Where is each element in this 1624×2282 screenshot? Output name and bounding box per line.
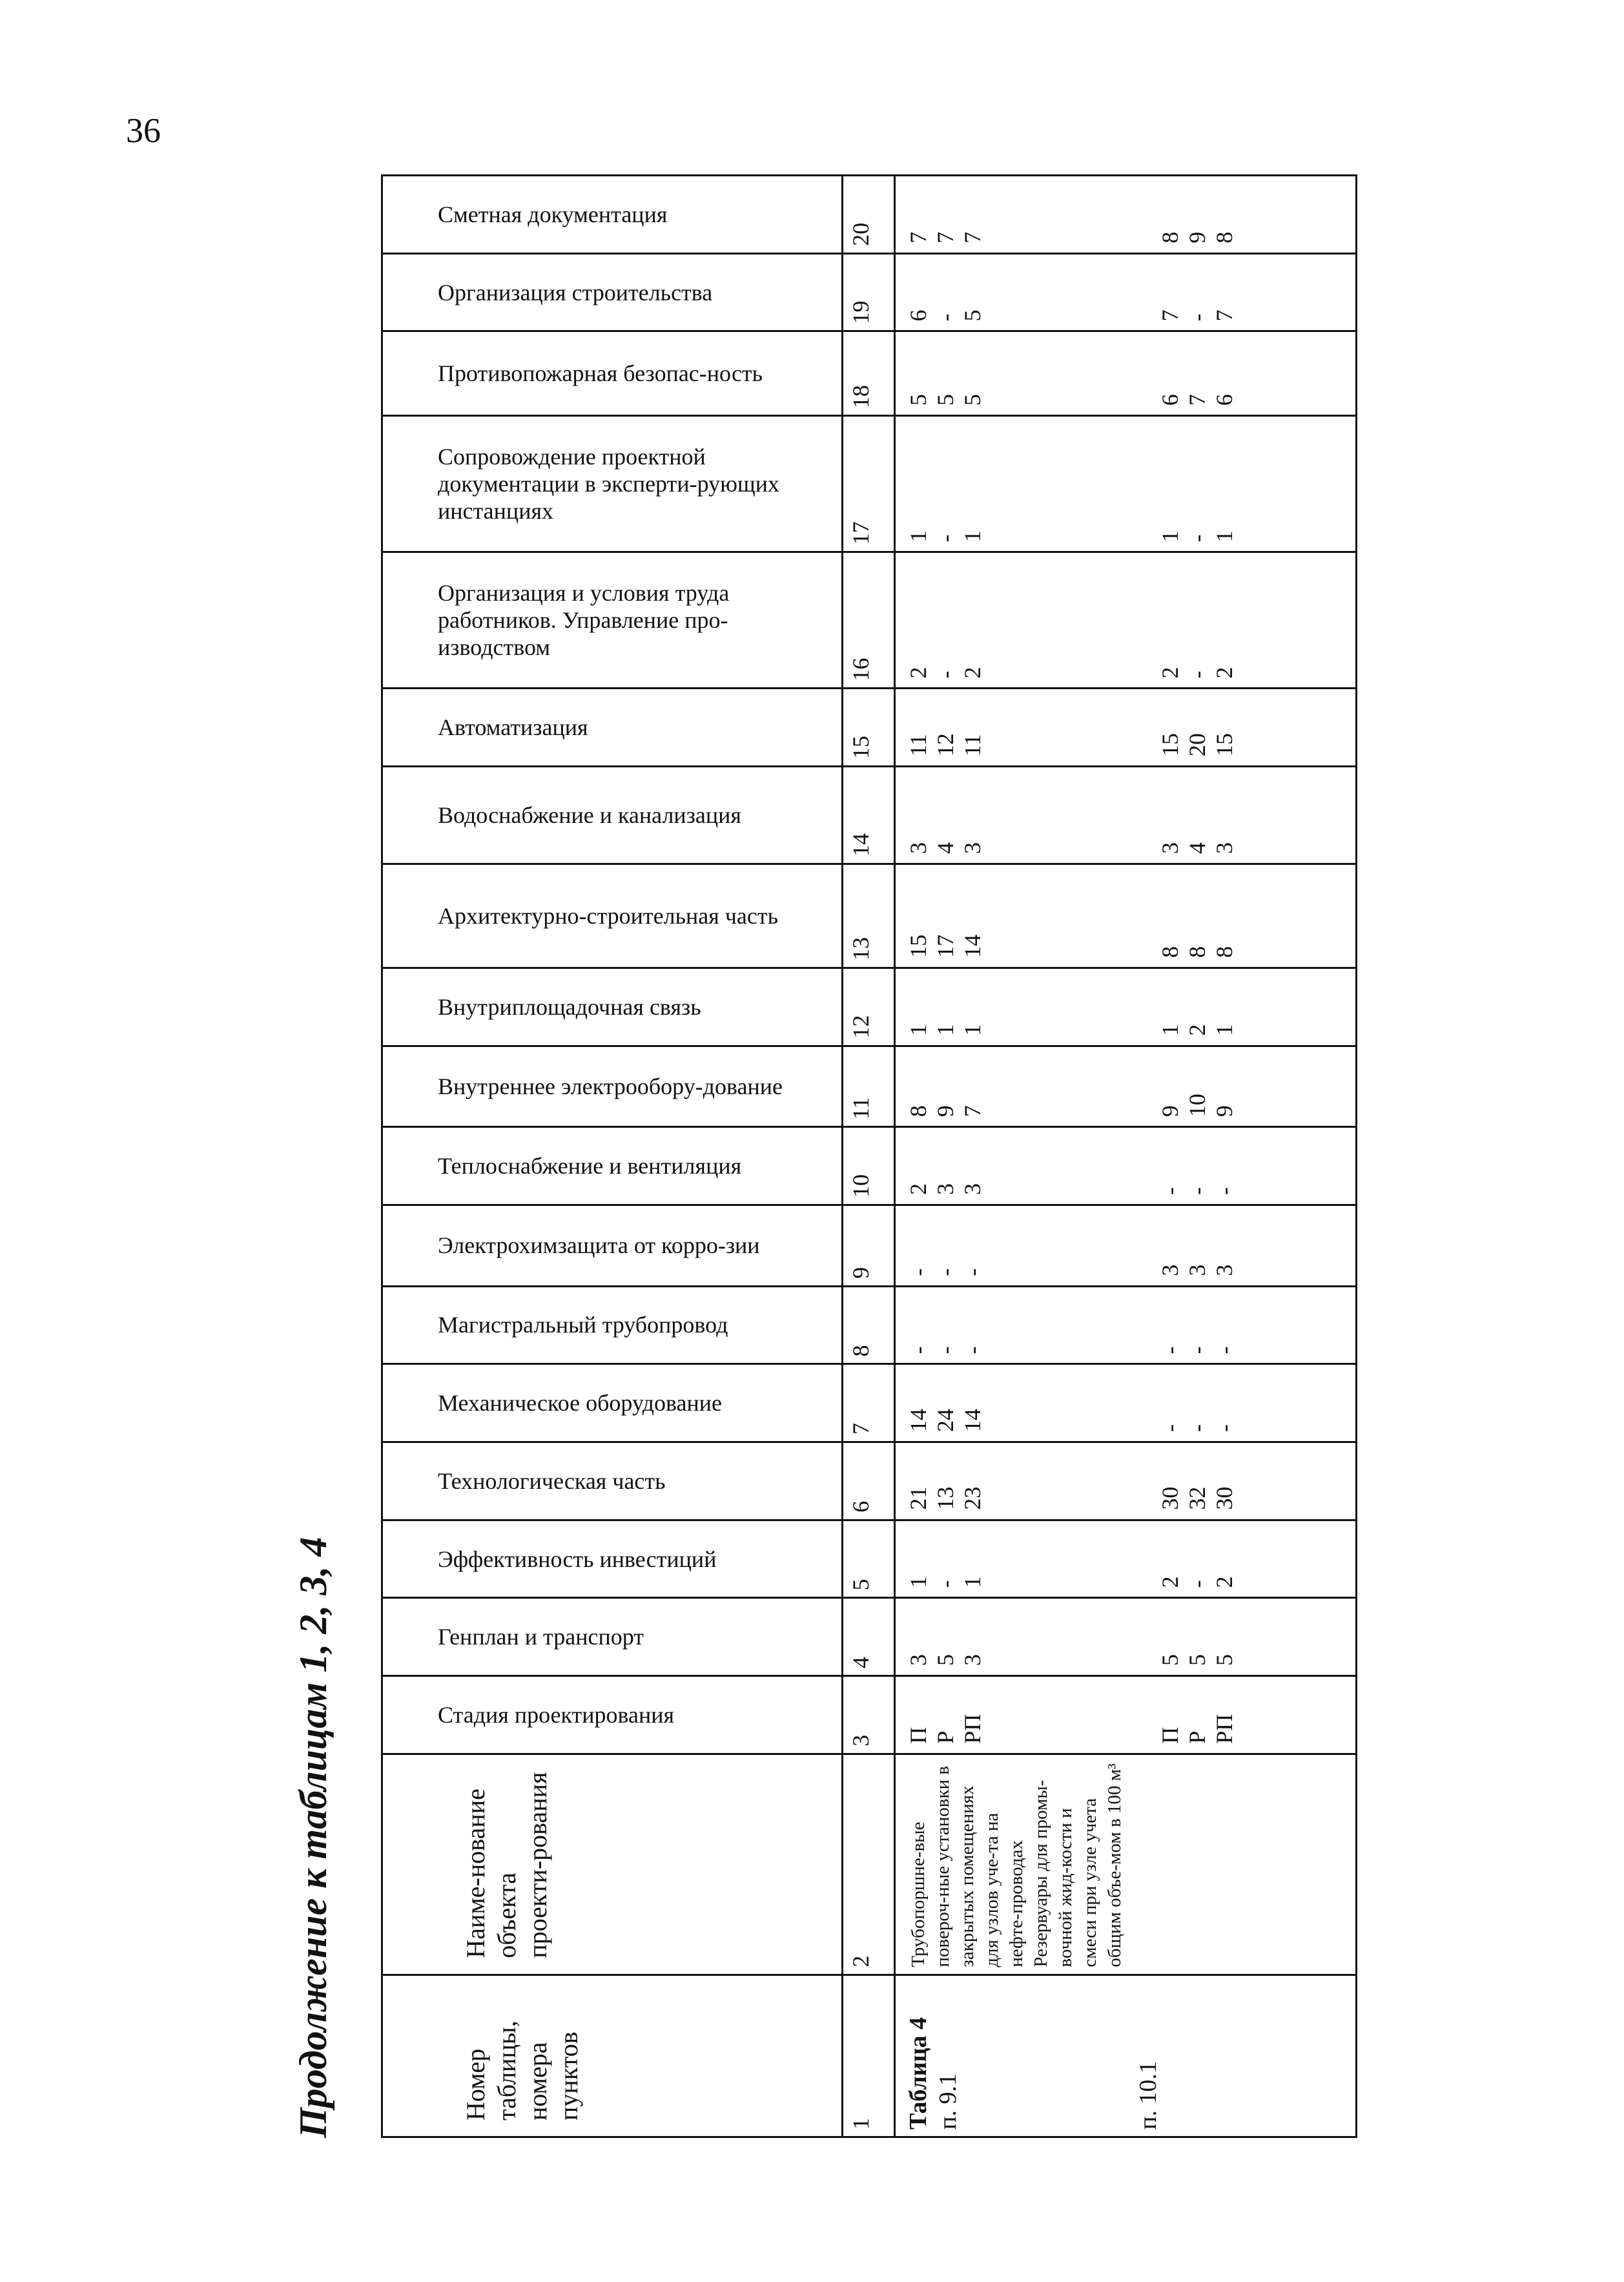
- column-number: 19: [843, 253, 895, 331]
- value-cell: [895, 864, 1357, 968]
- value-10-1: 8 9 8: [1157, 231, 1237, 244]
- column-number: 1: [843, 1975, 895, 2137]
- value-10-1: 3 4 3: [1157, 842, 1237, 855]
- header-cell: [382, 1286, 843, 1364]
- column-number: 18: [843, 331, 895, 416]
- value-9-1: 6 - 5: [905, 309, 985, 322]
- column-number: 20: [843, 176, 895, 254]
- value-10-1: 1 2 1: [1157, 1024, 1237, 1036]
- header-label: Архитектурно-строительная часть: [438, 902, 779, 929]
- value-10-1: 8 8 8: [1157, 946, 1237, 958]
- rotated-table-block: [284, 174, 1317, 2138]
- value-9-1: 7 7 7: [905, 231, 985, 244]
- header-cell: [382, 253, 843, 331]
- value-10-1: - - -: [1157, 1346, 1237, 1354]
- value-10-1: 30 32 30: [1157, 1486, 1237, 1510]
- value-10-1: 9 10 9: [1157, 1094, 1237, 1117]
- column-number: 17: [843, 416, 895, 552]
- value-9-1: 14 24 14: [905, 1409, 985, 1432]
- value-10-1: - - -: [1157, 1187, 1237, 1195]
- header-cell: [382, 1442, 843, 1520]
- column-number: 5: [843, 1520, 895, 1598]
- column-number: 13: [843, 864, 895, 968]
- value-9-1: 2 - 2: [905, 667, 985, 679]
- header-cell: [382, 1046, 843, 1127]
- column-number: 4: [843, 1598, 895, 1676]
- header-label: Организация строительства: [438, 279, 713, 306]
- table-caption: Продолжение к таблицам 1, 2, 3, 4: [292, 1537, 334, 2138]
- value-9-1: 2 3 3: [905, 1183, 985, 1195]
- column-number: 2: [843, 1754, 895, 1975]
- value-9-1: 3 4 3: [905, 842, 985, 855]
- requirements-table: [381, 174, 1357, 2138]
- header-cell: [382, 767, 843, 864]
- column-number: 16: [843, 552, 895, 689]
- header-cell: [382, 552, 843, 689]
- header-cell: Наиме-нование объекта проекти-рования: [382, 1754, 843, 1975]
- header-label: Теплоснабжение и вентиляция: [438, 1153, 742, 1179]
- header-cell: [382, 1127, 843, 1205]
- value-cell: [895, 1205, 1357, 1286]
- value-10-1: 5 5 5: [1157, 1654, 1237, 1666]
- column-number: 11: [843, 1046, 895, 1127]
- value-9-1: 15 17 14: [905, 934, 985, 958]
- column-number: 14: [843, 767, 895, 864]
- header-cell: [382, 864, 843, 968]
- table-body-row: [895, 176, 1357, 2137]
- value-10-1: 6 7 6: [1157, 394, 1237, 406]
- value-cell: [895, 1046, 1357, 1127]
- header-label: Механическое оборудование: [438, 1390, 723, 1416]
- header-cell: [382, 176, 843, 254]
- header-cell: [382, 1520, 843, 1598]
- header-label: Электрохимзащита от корро-зии: [438, 1232, 760, 1259]
- header-label: Внутриплощадочная связь: [438, 993, 701, 1020]
- value-cell: [895, 1676, 1357, 1754]
- header-label: Технологическая часть: [438, 1468, 666, 1494]
- value-cell: [895, 1442, 1357, 1520]
- value-10-1: 1 - 1: [1157, 530, 1237, 543]
- header-label: Организация и условия труда работников. Управление про-изводством: [438, 580, 730, 661]
- value-cell: [895, 253, 1357, 331]
- value-9-1: - - -: [905, 1346, 985, 1354]
- value-9-1: 21 13 23: [905, 1486, 985, 1510]
- value-10-1: П Р РП: [1157, 1714, 1237, 1744]
- header-cell: [382, 1364, 843, 1442]
- header-label: Эффективность инвестиций: [438, 1546, 717, 1572]
- value-9-1: - - -: [905, 1268, 985, 1276]
- value-10-1: - - -: [1157, 1424, 1237, 1432]
- header-cell: [382, 416, 843, 552]
- column-number: 10: [843, 1127, 895, 1205]
- header-label: Противопожарная безопас-ность: [438, 360, 763, 387]
- header-cell: Номер таблицы, номера пунктов: [382, 1975, 843, 2137]
- value-cell: [895, 767, 1357, 864]
- column-number: 6: [843, 1442, 895, 1520]
- value-cell: [895, 416, 1357, 552]
- header-label: Генплан и транспорт: [438, 1624, 644, 1650]
- value-10-1: 15 20 15: [1157, 733, 1237, 757]
- column-number: 12: [843, 968, 895, 1046]
- header-label: Стадия проектирования: [438, 1701, 675, 1728]
- object-name-cell: Трубопоршне-вые повероч-ные установки в закрытых помещениях для узлов уче-та на нефте-проводах Резервуары для промы-вочной жид-кости и смеси при узле учета общим объе-мом в 100 м³: [895, 1754, 1357, 1975]
- value-cell: [895, 176, 1357, 254]
- value-cell: [895, 968, 1357, 1046]
- header-label: Водоснабжение и канализация: [438, 802, 741, 829]
- header-label: Сопровождение проектной документации в эксперти-рующих инстанциях: [438, 444, 779, 524]
- value-9-1: 11 12 11: [905, 733, 985, 757]
- value-9-1: 5 5 5: [905, 394, 985, 406]
- value-cell: [895, 689, 1357, 767]
- value-cell: [895, 331, 1357, 416]
- value-9-1: 1 1 1: [905, 1024, 985, 1036]
- value-9-1: П Р РП: [905, 1714, 985, 1744]
- header-cell: [382, 1598, 843, 1676]
- value-9-1: 3 5 3: [905, 1654, 985, 1666]
- column-number: 9: [843, 1205, 895, 1286]
- header-cell: [382, 689, 843, 767]
- column-number-row: [843, 176, 895, 2137]
- item-label-10-1: п. 10.1: [1135, 2061, 1162, 2130]
- header-label: Внутреннее электрообору-дование: [438, 1073, 783, 1099]
- page-number: 36: [126, 111, 161, 150]
- value-cell: [895, 1520, 1357, 1598]
- value-cell: [895, 552, 1357, 689]
- value-cell: [895, 1127, 1357, 1205]
- header-row: [382, 176, 843, 2137]
- value-cell: [895, 1598, 1357, 1676]
- header-label: Автоматизация: [438, 714, 588, 741]
- value-9-1: 1 - 1: [905, 530, 985, 543]
- column-number: 7: [843, 1364, 895, 1442]
- table-number-cell: [895, 1975, 1357, 2137]
- column-number: 8: [843, 1286, 895, 1364]
- header-cell: [382, 1205, 843, 1286]
- value-10-1: 2 - 2: [1157, 1576, 1237, 1588]
- header-cell: [382, 1676, 843, 1754]
- value-cell: [895, 1286, 1357, 1364]
- column-number: 3: [843, 1676, 895, 1754]
- value-10-1: 3 3 3: [1157, 1264, 1237, 1276]
- column-number: 15: [843, 689, 895, 767]
- header-label: Магистральный трубопровод: [438, 1312, 728, 1338]
- item-label-9-1: п. 9.1: [934, 2073, 961, 2130]
- header-cell: [382, 968, 843, 1046]
- table-label: Таблица 4: [905, 2017, 932, 2130]
- header-label: Сметная документация: [438, 201, 668, 227]
- value-9-1: 1 - 1: [905, 1576, 985, 1588]
- value-cell: [895, 1364, 1357, 1442]
- value-9-1: 8 9 7: [905, 1105, 985, 1117]
- value-10-1: 7 - 7: [1157, 309, 1237, 322]
- value-10-1: 2 - 2: [1157, 667, 1237, 679]
- header-cell: [382, 331, 843, 416]
